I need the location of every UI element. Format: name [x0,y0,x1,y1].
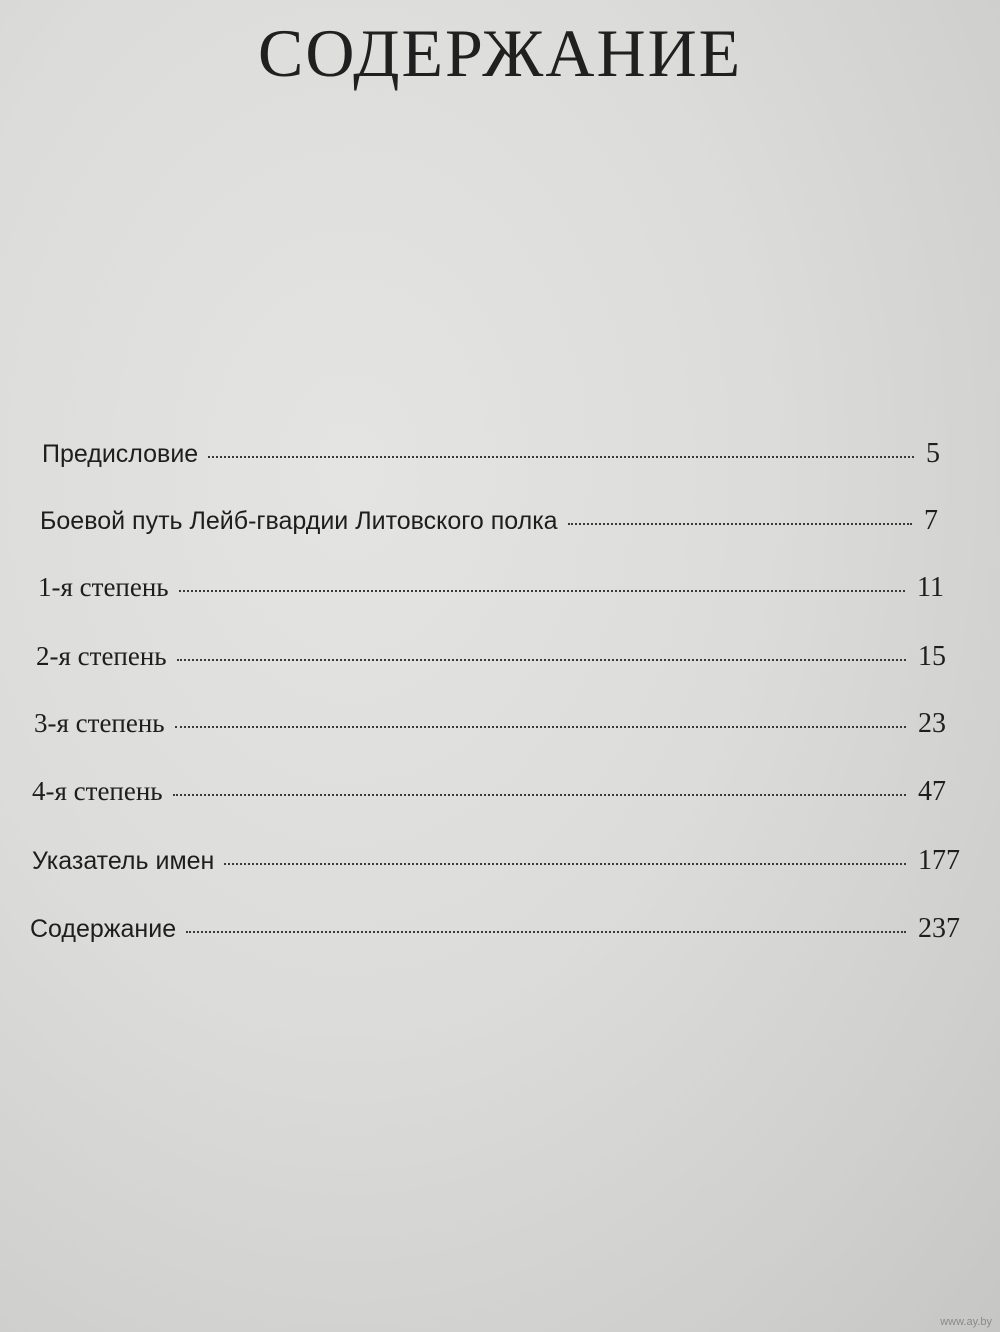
toc-entry-label: Предисловие [42,440,199,468]
toc-entry-page: 177 [918,845,960,876]
toc-entry-degree-3 [34,708,946,740]
dot-leader [175,726,906,728]
toc-entry-page: 5 [926,438,940,469]
toc-entry-degree-4 [32,776,946,808]
toc-entry-degree-2 [36,641,946,673]
toc-entry-degree-1 [38,572,944,604]
dot-leader [173,794,906,796]
site-watermark: www.ay.by [940,1316,992,1328]
toc-entry-page: 11 [917,572,944,603]
toc-entry-page: 7 [924,505,938,536]
toc-entry-label: Боевой путь Лейб-гвардии Литовского полка [40,507,558,535]
dot-leader [177,659,906,661]
toc-entry-page: 23 [918,708,946,739]
dot-leader [224,863,906,865]
dot-leader [208,456,914,458]
toc-entry-page: 15 [918,641,946,672]
toc-entry-page: 47 [918,776,946,807]
dot-leader [186,931,906,933]
dot-leader [568,523,912,525]
toc-entry-index [32,845,960,877]
toc-entry-combat-path [40,505,938,537]
toc-entry-contents [30,913,960,945]
toc-entry-label: 2-я степень [36,641,167,671]
toc-entry-label: 4-я степень [32,776,163,806]
page-title: СОДЕРЖАНИЕ [258,15,743,91]
toc-entry-preface [42,438,940,470]
toc-entry-label: 3-я степень [34,708,165,738]
toc-entry-label: 1-я степень [38,572,169,602]
toc-entry-label: Указатель имен [32,847,215,875]
toc-entry-page: 237 [918,913,960,944]
toc-entry-label: Содержание [30,915,177,943]
dot-leader [179,590,905,592]
